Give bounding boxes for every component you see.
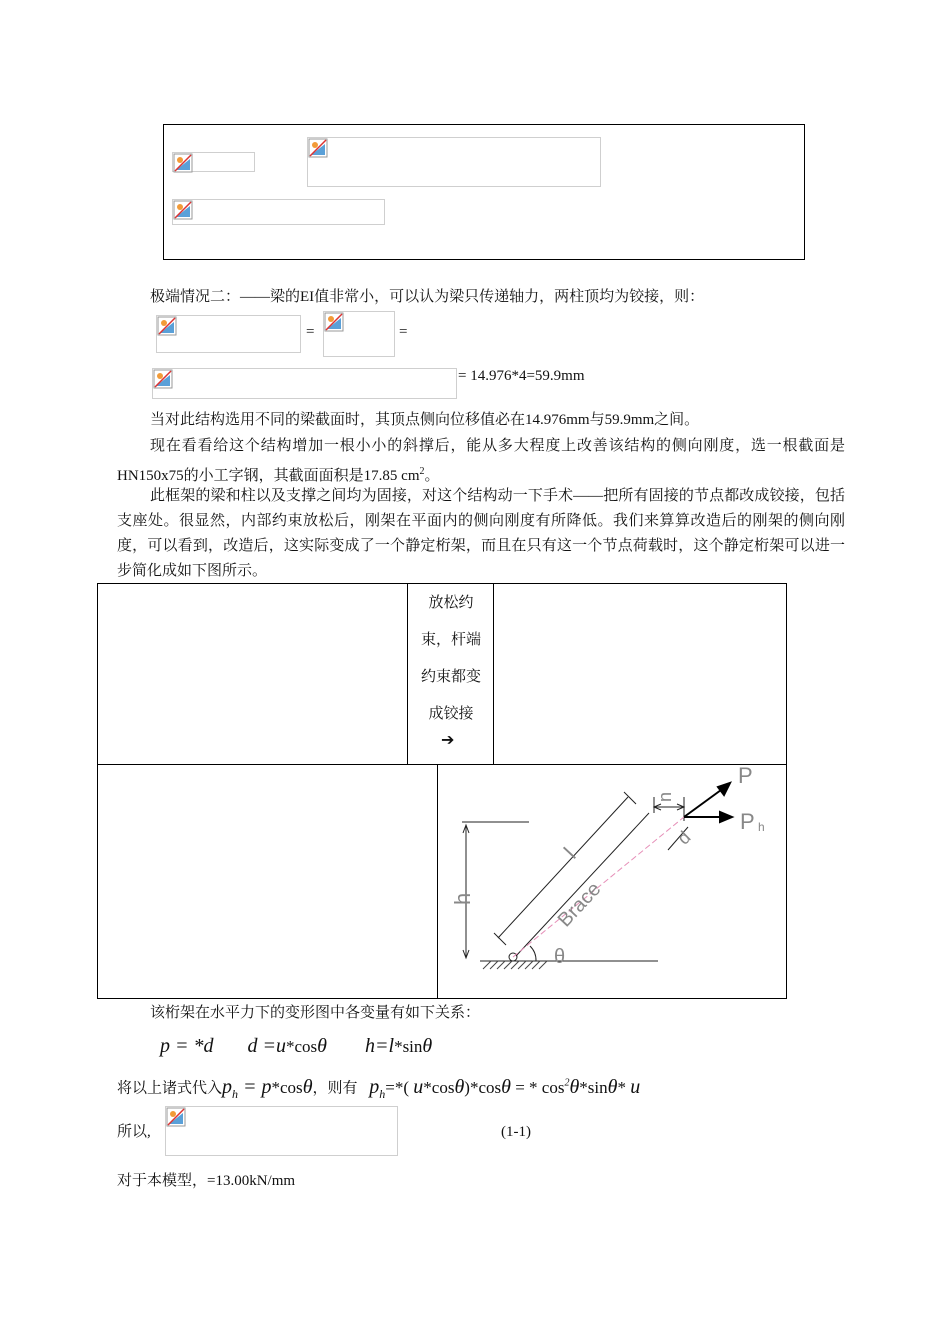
result-value: = 14.976*4=59.9mm	[458, 368, 585, 384]
label-l: l	[559, 842, 581, 864]
substitution-line: 将以上诸式代入$p_h = p*\cos\theta$，则有 $p_h=*$( u*cosθ)*cosθ = * $\cos^2\theta*\sin\theta*$ u	[117, 1075, 641, 1101]
broken-image-icon	[173, 153, 193, 173]
paragraph-4: 该桁架在水平力下的变形图中各变量有如下关系：	[150, 1005, 481, 1021]
label-d: d	[673, 827, 695, 849]
table-cell-text: 放松约 束，杆端 约束都变 成铰接	[420, 595, 481, 722]
image-placeholder	[172, 199, 385, 225]
table-col-divider	[407, 583, 408, 764]
brace-deformation-diagram	[438, 765, 786, 998]
broken-image-icon	[173, 200, 193, 220]
label-u: u	[657, 792, 677, 803]
model-stiffness-line: 对于本模型，=13.00kN/mm	[117, 1173, 296, 1189]
label-theta: θ	[554, 946, 566, 968]
table-col-divider	[493, 583, 494, 764]
equals-sign: =	[399, 324, 408, 340]
so-label: 所以,	[117, 1124, 151, 1140]
equation-number: (1-1)	[501, 1124, 531, 1140]
right-arrow-icon: ➔	[441, 730, 455, 749]
broken-image-icon	[153, 369, 173, 389]
image-placeholder	[307, 137, 601, 187]
formula-relations: p = *d d =u*cosθ h=l*sinθ	[160, 1035, 433, 1057]
paragraph-2: 现在看看给这个结构增加一根小小的斜撑后，能从多大程度上改善该结构的侧向刚度，选一根截面是HN150x75的小工字钢，其截面面积是17.85 $cm^2$。	[117, 438, 845, 484]
image-placeholder	[172, 152, 255, 172]
broken-image-icon	[166, 1107, 186, 1127]
image-placeholder	[152, 368, 457, 399]
equals-sign: =	[306, 324, 315, 340]
label-h: h	[450, 892, 475, 905]
broken-image-icon	[324, 312, 344, 332]
image-placeholder	[323, 311, 395, 357]
image-placeholder	[165, 1106, 398, 1156]
force-P-arrow	[684, 790, 721, 817]
label-brace: Brace	[553, 878, 606, 932]
paragraph-3: 此框架的梁和柱以及支撑之间均为固接，对这个结构动一下手术——把所有固接的节点都改成铰接，包括支座处。很显然，内部约束放松后，刚架在平面内的侧向刚度有所降低。我们来算算改造后的刚架的侧向刚度，可以看到，改造后，这实际变成了一个静定桁架，而且在只有这一个节点荷载时，这个静定桁架可以进一步简化成如下图所示。	[117, 488, 845, 579]
broken-image-icon	[308, 138, 328, 158]
label-Ph-sub: h	[758, 820, 765, 834]
ground-hatch	[483, 961, 547, 969]
label-P: P	[738, 765, 753, 788]
image-placeholder	[156, 315, 301, 353]
paragraph-1: 当对此结构选用不同的梁截面时，其顶点侧向位移值必在14.976mm与59.9mm之间。	[150, 412, 700, 428]
extreme-case-2-text: 极端情况二：——梁的EI值非常小，可以认为梁只传递轴力，两柱顶均为铰接，则：	[150, 289, 705, 305]
broken-image-icon	[157, 316, 177, 336]
label-Ph: P	[740, 809, 755, 834]
